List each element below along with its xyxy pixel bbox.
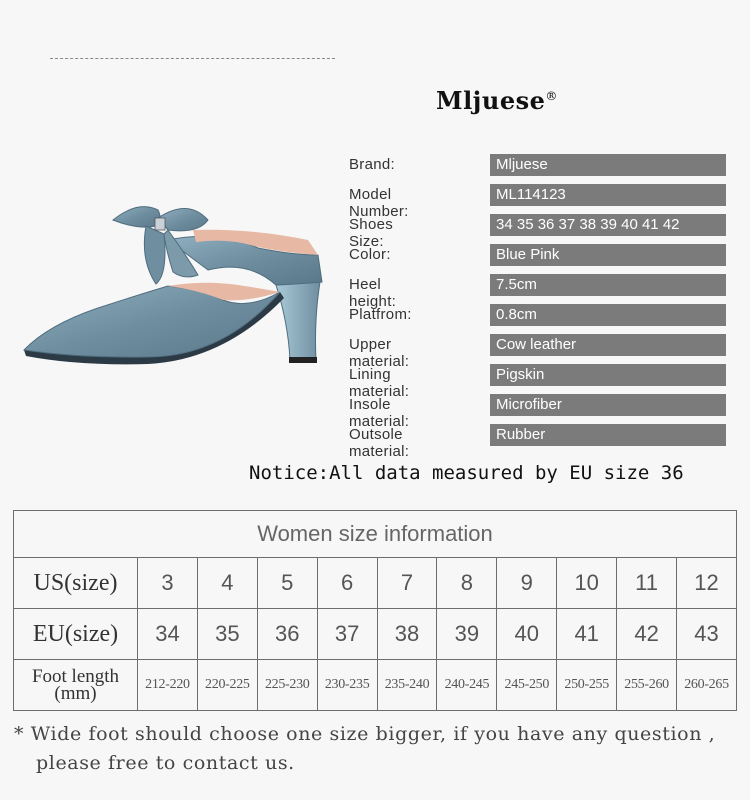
foot-length-cell: 250-255 <box>557 660 617 711</box>
spec-label: Insole material: <box>349 396 410 430</box>
footnote <box>14 720 744 778</box>
spec-value: Rubber <box>490 424 726 446</box>
foot-length-cell: 240-245 <box>437 660 497 711</box>
foot-length-cell: 260-265 <box>677 660 737 711</box>
spec-value: Mljuese <box>490 154 726 176</box>
us-size-cell: 3 <box>138 558 198 609</box>
us-size-cell: 7 <box>377 558 437 609</box>
us-size-cell: 11 <box>617 558 677 609</box>
table-row-foot-length <box>14 660 737 711</box>
spec-value: 0.8cm <box>490 304 726 326</box>
us-size-cell: 8 <box>437 558 497 609</box>
table-row-eu <box>14 609 737 660</box>
spec-label: Platfrom: <box>349 306 412 323</box>
eu-size-cell: 42 <box>617 609 677 660</box>
eu-size-cell: 35 <box>197 609 257 660</box>
spec-value: ML114123 <box>490 184 726 206</box>
foot-length-cell: 220-225 <box>197 660 257 711</box>
spec-label: Lining material: <box>349 366 410 400</box>
eu-size-cell: 34 <box>138 609 198 660</box>
spec-label: Color: <box>349 246 391 263</box>
spec-value: Pigskin <box>490 364 726 386</box>
size-table <box>13 510 737 711</box>
us-size-cell: 5 <box>257 558 317 609</box>
registered-mark: ® <box>545 89 558 103</box>
spec-value: 7.5cm <box>490 274 726 296</box>
brand-name: Mljuese <box>436 86 546 115</box>
brand-title <box>436 86 558 115</box>
footnote-line-1: * Wide foot should choose one size bigger, if you have any question , <box>14 723 716 745</box>
dashed-divider <box>50 58 335 59</box>
footnote-line-2: please free to contact us. <box>36 752 295 774</box>
spec-label: Heel height: <box>349 276 397 310</box>
foot-length-cell: 212-220 <box>138 660 198 711</box>
row-label-us: US(size) <box>14 558 138 609</box>
eu-size-cell: 39 <box>437 609 497 660</box>
foot-length-unit: (mm) <box>54 683 97 704</box>
size-table-title: Women size information <box>14 511 737 558</box>
us-size-cell: 12 <box>677 558 737 609</box>
eu-size-cell: 36 <box>257 609 317 660</box>
spec-value: Cow leather <box>490 334 726 356</box>
row-label-eu: EU(size) <box>14 609 138 660</box>
foot-length-cell: 255-260 <box>617 660 677 711</box>
row-label-foot-length <box>14 660 138 711</box>
spec-value: Microfiber <box>490 394 726 416</box>
eu-size-cell: 38 <box>377 609 437 660</box>
spec-label: Outsole material: <box>349 426 410 460</box>
eu-size-cell: 43 <box>677 609 737 660</box>
foot-length-cell: 230-235 <box>317 660 377 711</box>
eu-size-cell: 37 <box>317 609 377 660</box>
shoe-image <box>18 200 328 375</box>
foot-length-cell: 245-250 <box>497 660 557 711</box>
spec-label: Model Number: <box>349 186 409 220</box>
us-size-cell: 10 <box>557 558 617 609</box>
eu-size-cell: 41 <box>557 609 617 660</box>
spec-value: 34 35 36 37 38 39 40 41 42 <box>490 214 726 236</box>
us-size-cell: 9 <box>497 558 557 609</box>
spec-value: Blue Pink <box>490 244 726 266</box>
foot-length-cell: 225-230 <box>257 660 317 711</box>
eu-size-cell: 40 <box>497 609 557 660</box>
spec-label: Brand: <box>349 156 395 173</box>
us-size-cell: 4 <box>197 558 257 609</box>
spec-label: Shoes Size: <box>349 216 394 250</box>
foot-length-label: Foot length <box>31 666 120 687</box>
spec-label: Upper material: <box>349 336 410 370</box>
foot-length-cell: 235-240 <box>377 660 437 711</box>
us-size-cell: 6 <box>317 558 377 609</box>
table-row-us <box>14 558 737 609</box>
notice-text: Notice:All data measured by EU size 36 <box>249 462 684 484</box>
